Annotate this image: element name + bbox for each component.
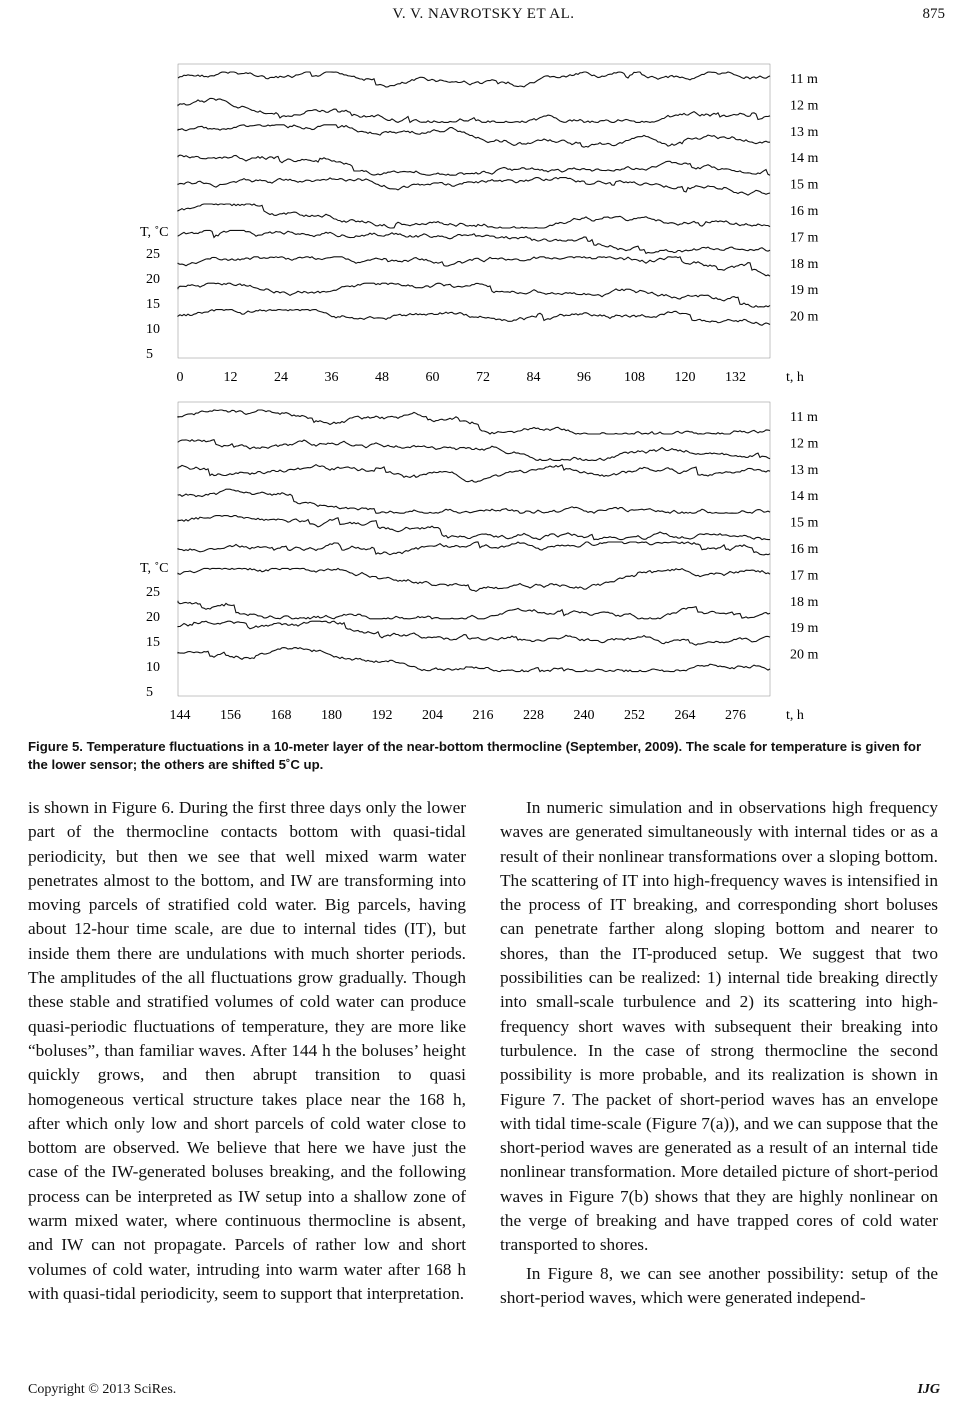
x-tick-label: 24	[274, 370, 288, 385]
depth-label: 12 m	[790, 98, 819, 114]
depth-label: 13 m	[790, 124, 819, 140]
depth-label: 20 m	[790, 309, 819, 325]
y-tick-label: 15	[146, 297, 160, 312]
depth-label: 15 m	[790, 177, 819, 193]
depth-label: 16 m	[790, 542, 819, 557]
x-tick-label: 60	[425, 370, 440, 385]
y-tick-label: 25	[146, 247, 160, 262]
depth-label: 19 m	[790, 621, 819, 637]
x-tick-label: 168	[270, 708, 292, 723]
running-header-authors: V. V. NAVROTSKY ET AL.	[392, 6, 575, 22]
x-tick-label: 204	[422, 708, 443, 723]
temperature-trace-18m	[178, 601, 770, 619]
x-tick-label: 12	[223, 370, 238, 385]
temperature-trace-14m	[178, 155, 770, 175]
temperature-trace-13m	[178, 125, 770, 147]
x-tick-label: 132	[725, 370, 746, 385]
x-tick-label: 228	[523, 708, 544, 723]
depth-label: 11 m	[790, 72, 818, 87]
right-paragraph-2: In Figure 8, we can see another possibility: setup of the short-period waves, which were generated independ-	[500, 1263, 938, 1307]
y-axis-title: T, ˚C	[140, 225, 169, 240]
page-number: 875	[922, 6, 945, 22]
figure-top-panel	[130, 58, 850, 388]
depth-label: 13 m	[790, 462, 819, 478]
temperature-trace-12m	[178, 98, 770, 122]
right-column	[500, 796, 938, 1314]
temperature-trace-11m	[178, 72, 770, 87]
figure-bottom-panel	[130, 396, 850, 726]
depth-label: 14 m	[790, 489, 819, 505]
x-tick-label: 96	[577, 370, 591, 385]
depth-label: 16 m	[790, 204, 819, 219]
temperature-trace-14m	[178, 489, 770, 513]
x-tick-label: 144	[169, 708, 191, 723]
x-tick-label: 276	[725, 708, 746, 723]
depth-label: 18 m	[790, 256, 819, 272]
depth-label: 20 m	[790, 647, 819, 663]
running-header	[0, 0, 967, 34]
depth-label: 19 m	[790, 283, 819, 299]
y-axis-title: T, ˚C	[140, 561, 169, 576]
depth-label: 15 m	[790, 515, 819, 531]
temperature-trace-12m	[178, 440, 770, 461]
temperature-trace-17m	[178, 568, 770, 591]
x-tick-label: 48	[375, 370, 389, 385]
x-tick-label: 0	[176, 370, 184, 385]
right-paragraph-1: In numeric simulation and in observations high frequency waves are generated simultaneously with internal tides or as a result of their nonlinear transformations over a sloping bottom. The scattering of IT into high-frequency waves is intensified in the process of IT breaking, and corresponding short boluses can penetrate farther along sloping bottom and nearer to shores, than the IT-produced setup. We suggest that two possibilities can be realized: 1) internal tide breaking directly into small-scale turbulence and 2) its scattering into high-frequency short waves with subsequent their breaking into turbulence. In the case of strong thermocline the second possibility is more probable, and its realization is shown in Figure 7. The packet of short-period waves has an envelope with tidal time-scale (Figure 7(a)), and we can suppose that the short-period waves are generated as a result of an internal tide nonlinear transformation. More detailed picture of short-period waves in Figure 7(b) shows that they are highly nonlinear on the verge of breaking and have trapped cores of cold water transported to shores.	[500, 798, 938, 1255]
x-tick-label: 108	[624, 370, 645, 385]
x-tick-label: 252	[624, 708, 645, 723]
x-tick-label: 192	[371, 708, 393, 723]
x-axis-unit: t, h	[786, 708, 804, 723]
temperature-trace-15m	[178, 178, 770, 196]
bottom-panel-frame	[178, 402, 770, 696]
journal-abbrev: IJG	[917, 1382, 940, 1397]
x-tick-label: 180	[321, 708, 342, 723]
temperature-trace-16m	[178, 542, 770, 555]
temperature-trace-13m	[178, 465, 770, 483]
y-tick-label: 25	[146, 585, 160, 600]
x-tick-label: 72	[476, 370, 490, 385]
temperature-trace-20m	[178, 648, 770, 672]
x-tick-label: 36	[324, 370, 339, 385]
left-paragraph: is shown in Figure 6. During the first three days only the lower part of the thermocline contacts bottom with quasi-tidal periodicity, but then we see that well mixed warm water penetrates almost to the bottom, and IW are transforming into moving parcels of stratified cold water. Big parcels, having about 12-hour time scale, are due to internal tides (IT), but inside them there are undulations with much shorter periods. The amplitudes of the all fluctuations grow gradually. Though these stable and stratified volumes of cold water can produce quasi-periodic fluctuations of temperature, they are more like “boluses”, than familiar waves. After 144 h the boluses’ height quickly grows, and then abrupt transition to quasi homogeneous vertical structure takes place near the 168 h, after which only low and short parcels of cold water close to bottom are observed. We believe that here we have just the case of the IW-generated boluses breaking, and the following process can be interpreted as IW setup into a shallow zone of warm mixed water, where continuous thermocline is absent, and IW can not propagate. Parcels of rather low and short volumes of cold water, intruding into warm water after 168 h with quasi-tidal periodicity, seem to support that interpretation.	[28, 798, 466, 1303]
depth-label: 11 m	[790, 410, 818, 425]
y-tick-label: 20	[146, 272, 160, 287]
x-tick-label: 264	[674, 708, 696, 723]
y-tick-label: 15	[146, 635, 160, 650]
temperature-trace-17m	[178, 230, 770, 253]
x-tick-label: 156	[220, 708, 241, 723]
x-tick-label: 84	[526, 370, 541, 385]
depth-label: 14 m	[790, 151, 819, 167]
temperature-trace-18m	[178, 257, 770, 276]
depth-label: 12 m	[790, 436, 819, 452]
left-column	[28, 796, 466, 1310]
y-tick-label: 5	[146, 347, 153, 362]
x-tick-label: 240	[573, 708, 595, 723]
depth-label: 17 m	[790, 230, 819, 246]
temperature-trace-19m	[178, 283, 770, 307]
temperature-trace-20m	[178, 310, 770, 326]
page-footer	[28, 1382, 940, 1398]
depth-label: 17 m	[790, 568, 819, 584]
y-tick-label: 5	[146, 685, 153, 700]
temperature-trace-15m	[178, 516, 770, 540]
copyright-text: Copyright © 2013 SciRes.	[28, 1382, 177, 1397]
y-tick-label: 20	[146, 610, 160, 625]
temperature-trace-11m	[178, 410, 770, 434]
figure-caption: Figure 5. Temperature fluctuations in a 10-meter layer of the near-bottom thermocline (September, 2009). The scale for temperature is given for the lower sensor; the others are shifted 5˚C up.	[28, 739, 922, 772]
y-tick-label: 10	[146, 660, 160, 675]
temperature-trace-16m	[178, 204, 770, 228]
x-tick-label: 120	[674, 370, 696, 385]
y-tick-label: 10	[146, 322, 160, 337]
x-tick-label: 216	[472, 708, 494, 723]
temperature-trace-19m	[178, 621, 770, 645]
depth-label: 18 m	[790, 594, 819, 610]
x-axis-unit: t, h	[786, 370, 804, 385]
